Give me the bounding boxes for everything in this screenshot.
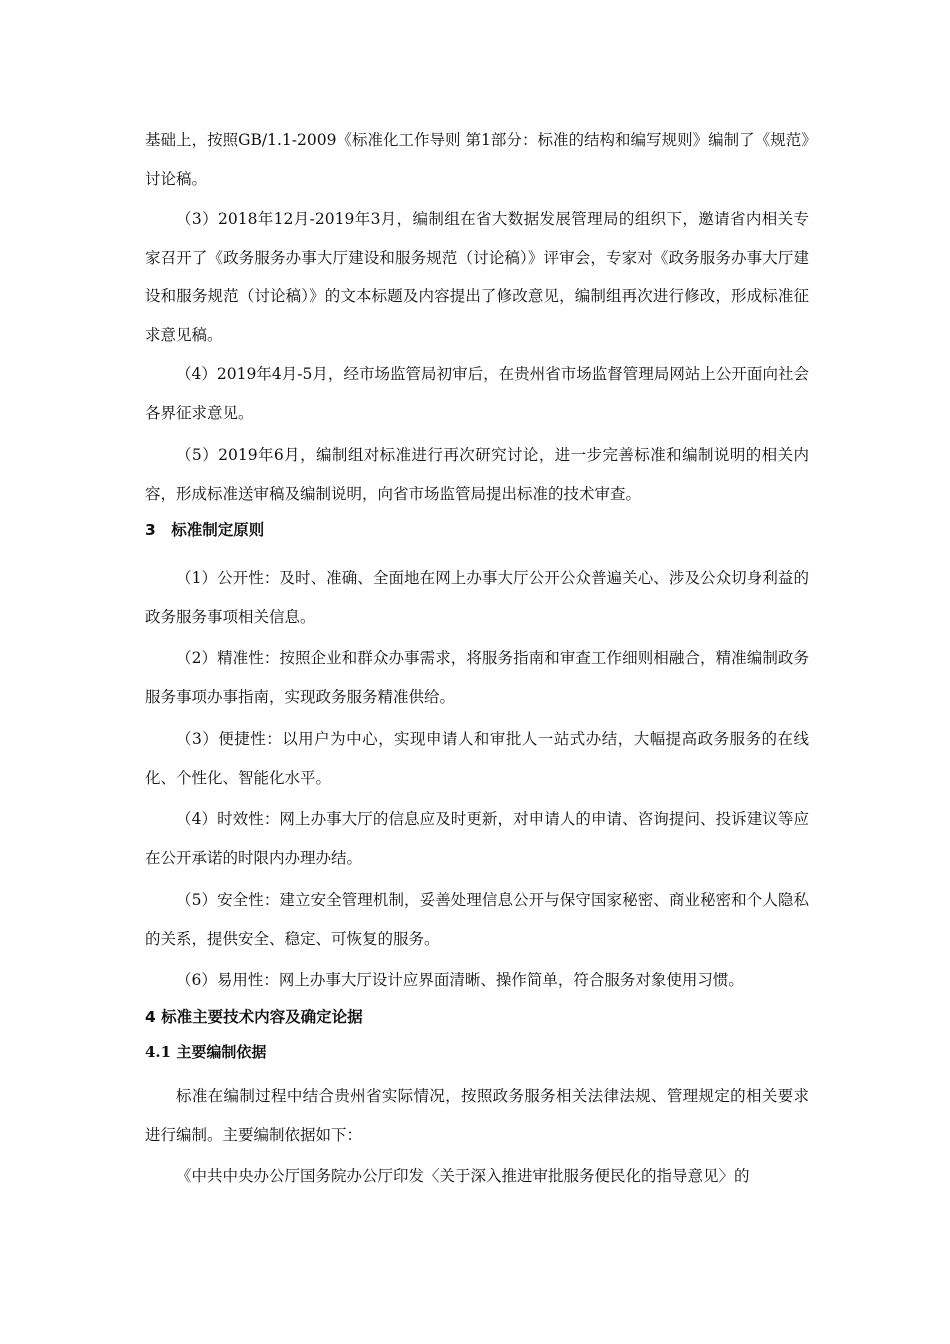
- section-heading-3: 3 标准制定原则: [145, 521, 265, 539]
- subsection-heading-4-1: 4.1 主要编制依据: [145, 1043, 267, 1061]
- principle-timeliness: （4）时效性：网上办事大厅的信息应及时更新，对申请人的申请、咨询提问、投诉建议等应在公开承诺的时限内办理办结。: [145, 810, 809, 867]
- principle-security: （5）安全性：建立安全管理机制，妥善处理信息公开与保守国家秘密、商业秘密和个人隐私的关系，提供安全、稳定、可恢复的服务。: [145, 891, 809, 948]
- paragraph-reference: 《中共中央办公厅国务院办公厅印发〈关于深入推进审批服务便民化的指导意见〉的: [176, 1167, 750, 1185]
- principle-convenience: （3）便捷性：以用户为中心，实现申请人和审批人一站式办结，大幅提高政务服务的在线化、个性化、智能化水平。: [145, 730, 809, 787]
- paragraph-step-4: （4）2019年4月-5月，经市场监管局初审后，在贵州省市场监督管理局网站上公开面向社会各界征求意见。: [145, 365, 809, 422]
- principle-openness: （1）公开性：及时、准确、全面地在网上办事大厅公开公众普遍关心、涉及公众切身利益的政务服务事项相关信息。: [145, 569, 809, 626]
- paragraph-intro: 基础上，按照GB/1.1-2009《标准化工作导则 第1部分：标准的结构和编写规则》编制了《规范》讨论稿。: [145, 131, 809, 188]
- section-heading-4: 4 标准主要技术内容及确定论据: [145, 1008, 363, 1026]
- principle-usability: （6）易用性：网上办事大厅设计应界面清晰、操作简单，符合服务对象使用习惯。: [176, 971, 744, 989]
- paragraph-basis: 标准在编制过程中结合贵州省实际情况，按照政务服务相关法律法规、管理规定的相关要求进行编制。主要编制依据如下：: [145, 1087, 809, 1144]
- paragraph-step-3: （3）2018年12月-2019年3月，编制组在省大数据发展管理局的组织下，邀请省内相关专家召开了《政务服务办事大厅建设和服务规范（讨论稿）》评审会，专家对《政务服务办事大厅建设和服务规范（讨论稿）》的文本标题及内容提出了修改意见，编制组再次进行修改，形成标准征求意见稿。: [145, 210, 809, 344]
- principle-precision: （2）精准性：按照企业和群众办事需求，将服务指南和审查工作细则相融合，精准编制政务服务事项办事指南，实现政务服务精准供给。: [145, 649, 809, 706]
- paragraph-step-5: （5）2019年6月，编制组对标准进行再次研究讨论，进一步完善标准和编制说明的相关内容，形成标准送审稿及编制说明，向省市场监管局提出标准的技术审查。: [145, 446, 809, 503]
